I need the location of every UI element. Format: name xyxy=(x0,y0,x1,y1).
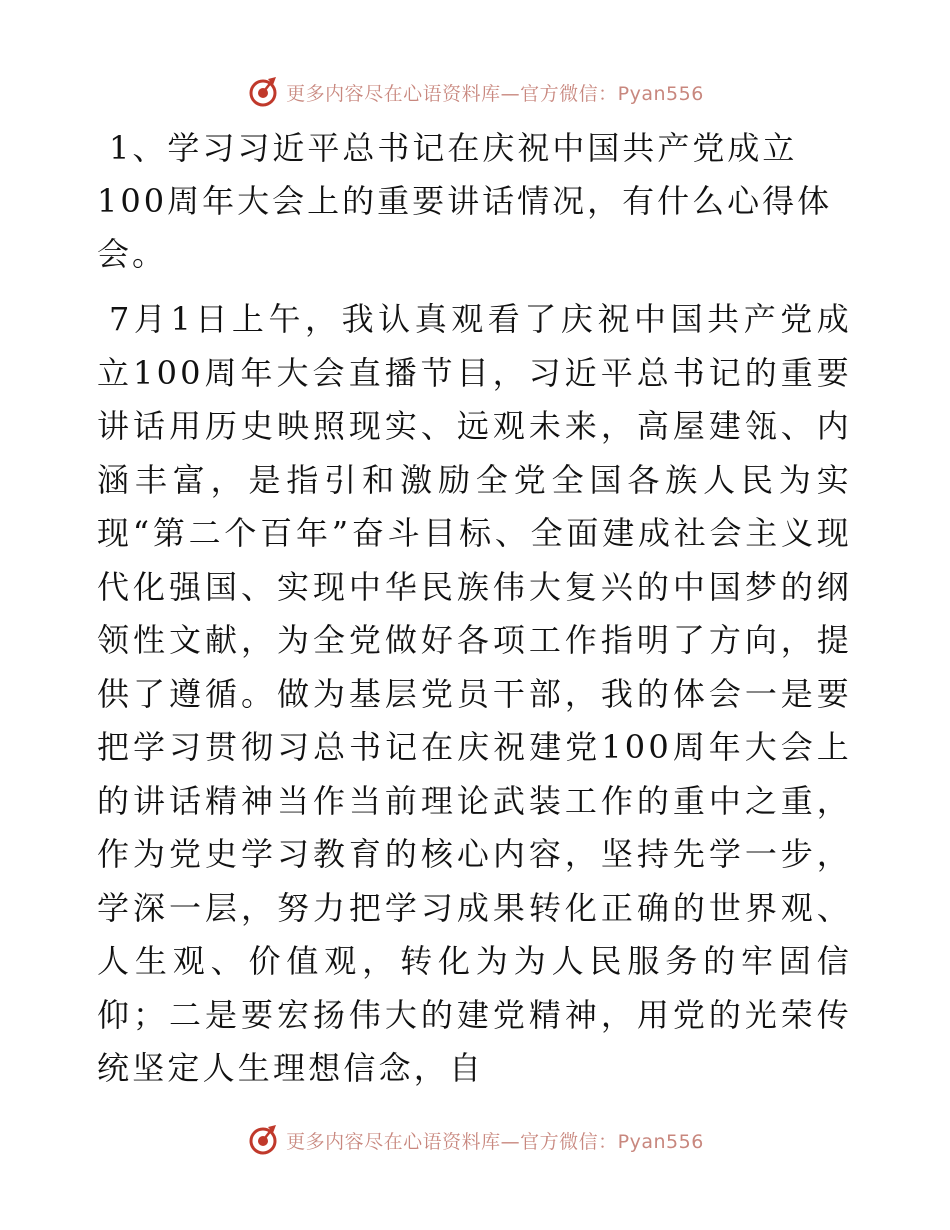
pen-seal-logo-icon xyxy=(246,1123,280,1157)
header-watermark xyxy=(0,72,950,112)
document-body xyxy=(97,122,852,1096)
pen-seal-logo-icon xyxy=(246,75,280,109)
watermark-text: 更多内容尽在心语资料库—官方微信：Pyan556 xyxy=(286,1130,704,1153)
question-heading: 1、学习习近平总书记在庆祝中国共产党成立100周年大会上的重要讲话情况，有什么心得体会。 xyxy=(97,129,833,273)
answer-paragraph: 7月1日上午，我认真观看了庆祝中国共产党成立100周年大会直播节目，习近平总书记的重要讲话用历史映照现实、远观未来，高屋建瓴、内涵丰富，是指引和激励全党全国各族人民为实现“第二个百年”奋斗目标、全面建成社会主义现代化强国、实现中华民族伟大复兴的中国梦的纲领性文献，为全党做好各项工作指明了方向，提供了遵循。做为基层党员干部，我的体会一是要把学习贯彻习总书记在庆祝建党100周年大会上的讲话精神当作当前理论武装工作的重中之重，作为党史学习教育的核心内容，坚持先学一步，学深一层，努力把学习成果转化正确的世界观、人生观、价值观，转化为为人民服务的牢固信仰；二是要宏扬伟大的建党精神，用党的光荣传统坚定人生理想信念，自 xyxy=(97,300,852,1087)
watermark-text: 更多内容尽在心语资料库—官方微信：Pyan556 xyxy=(286,82,704,105)
footer-watermark xyxy=(0,1120,950,1160)
